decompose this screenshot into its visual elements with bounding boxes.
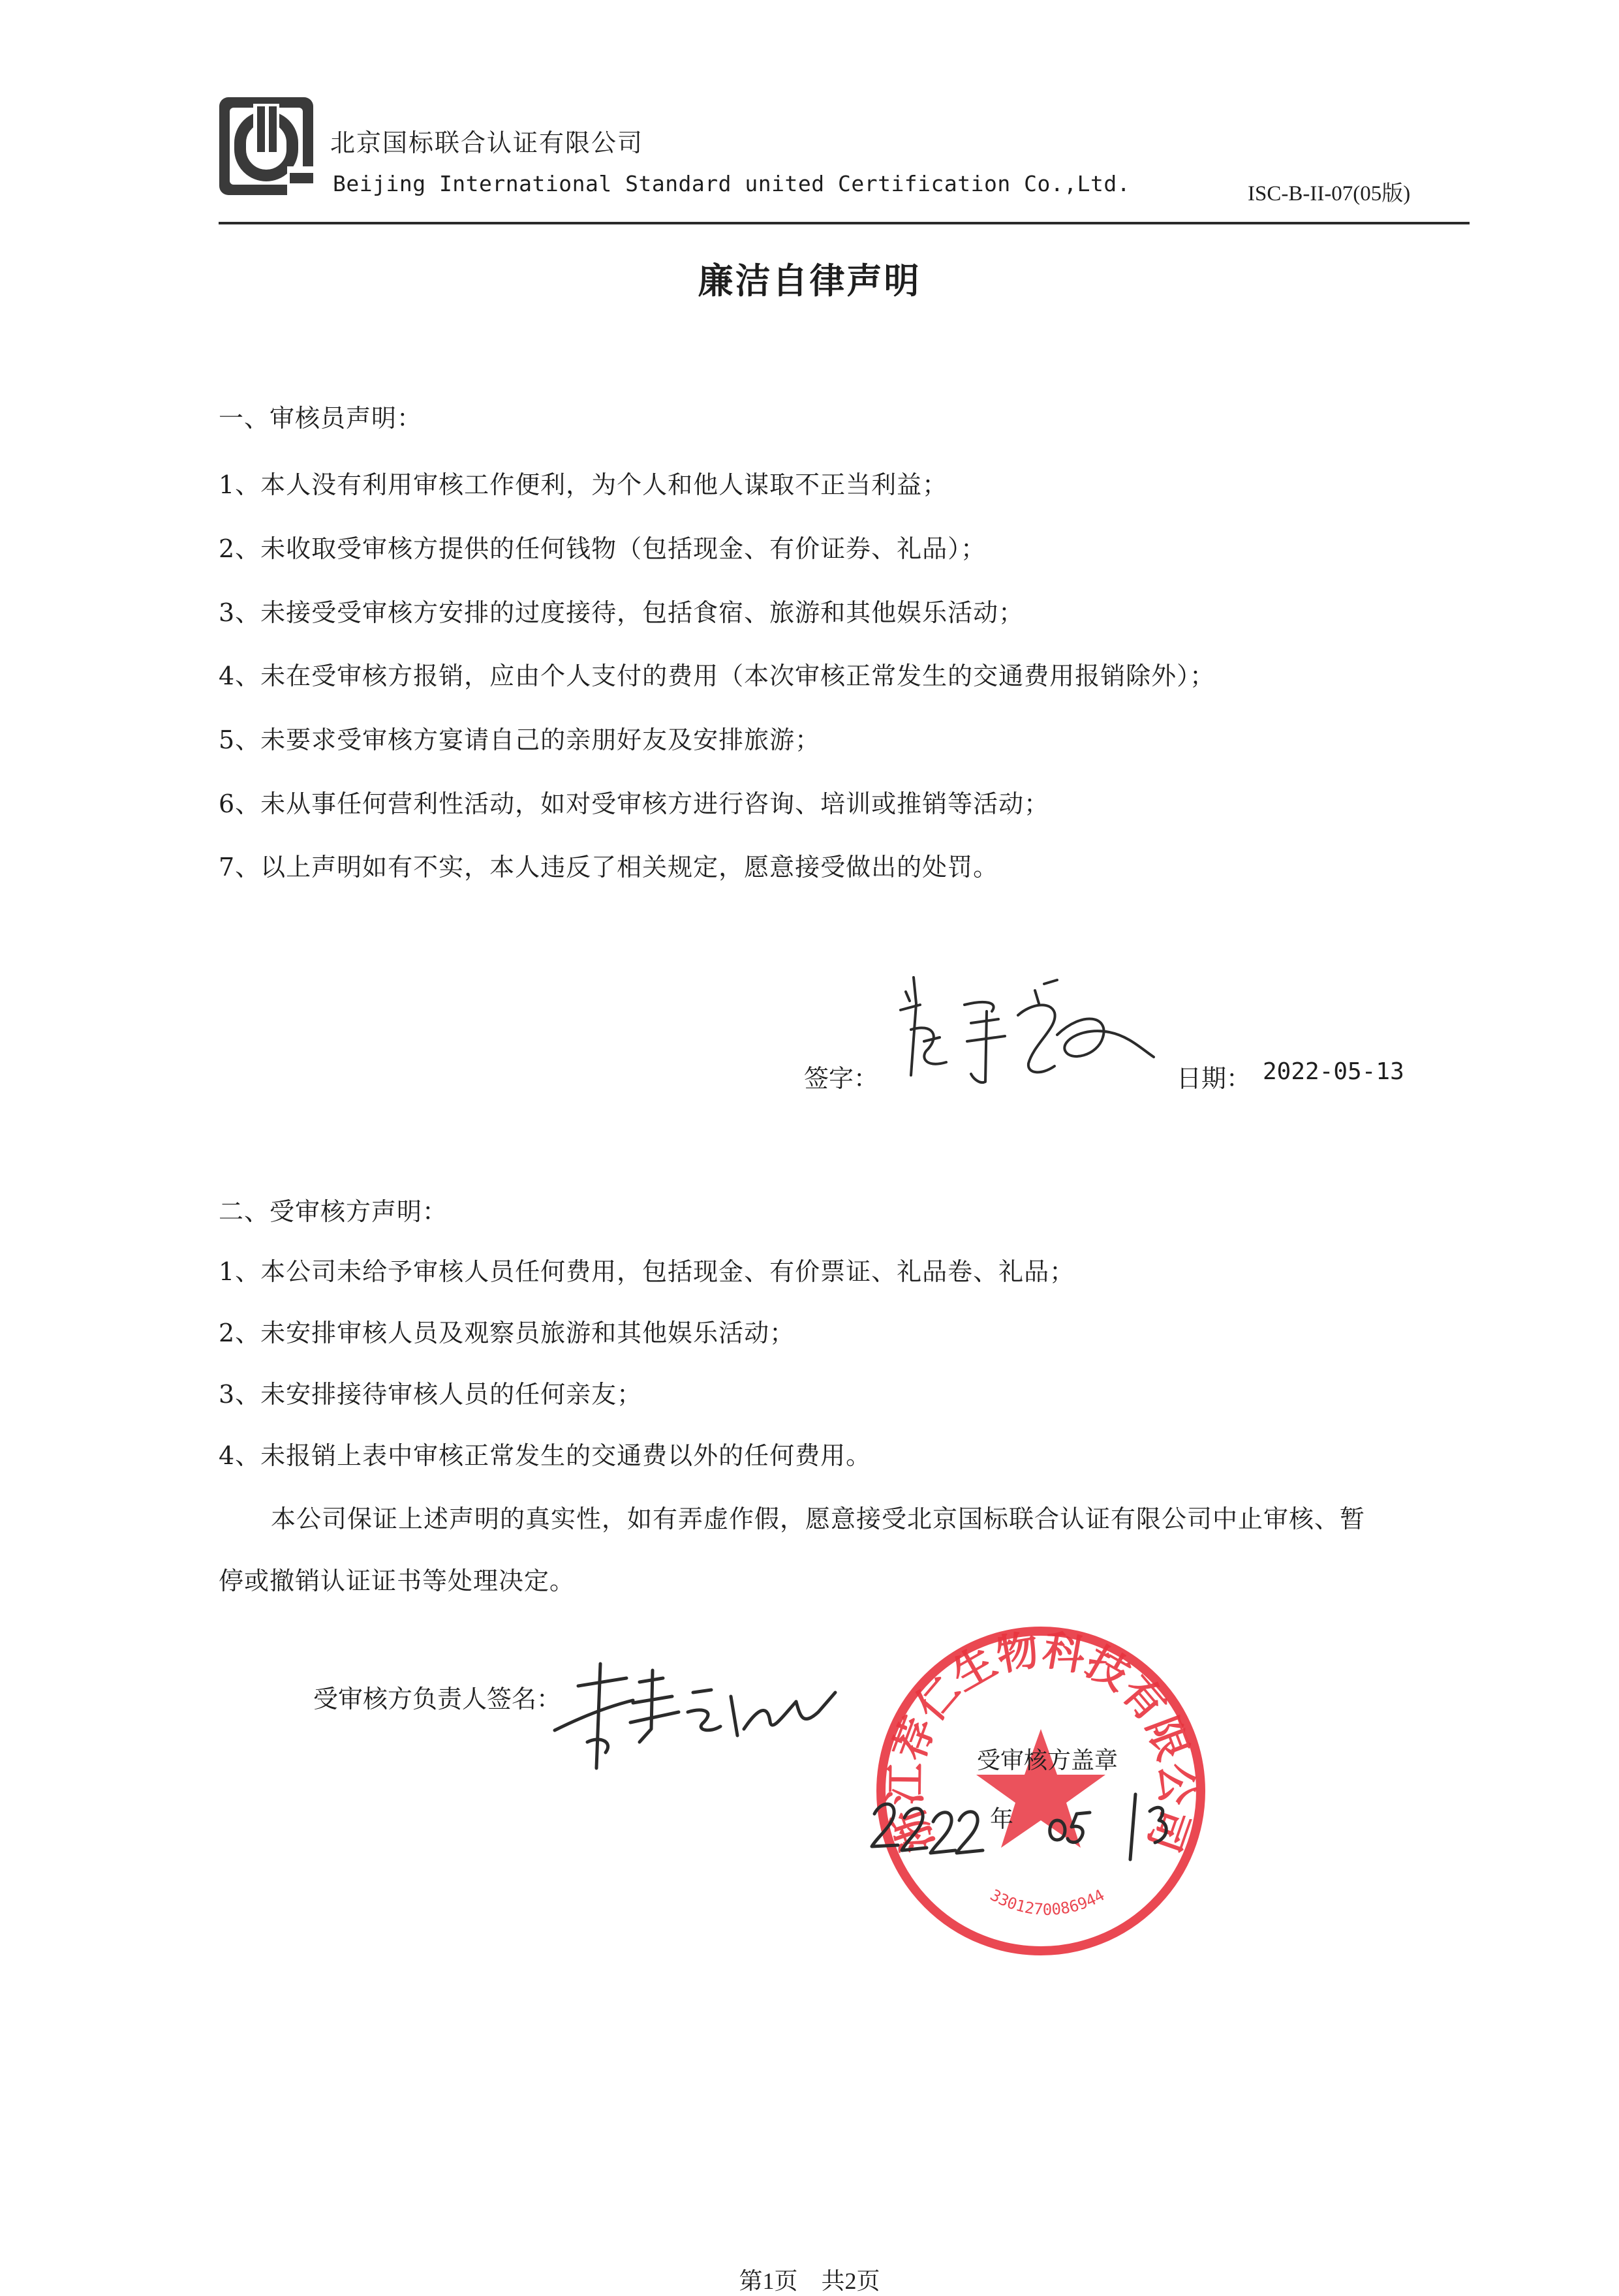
header-divider [219, 222, 1470, 224]
auditor-statement-4: 4、未在受审核方报销，应由个人支付的费用（本次审核正常发生的交通费用报销除外）； [219, 662, 1216, 690]
auditor-statement-5: 5、未要求受审核方宴请自己的亲朋好友及安排旅游； [219, 726, 821, 754]
company-name-en: Beijing International Standard united Certification Co.,Ltd. [333, 171, 1131, 196]
guarantee-paragraph-line-1: 本公司保证上述声明的真实性，如有弄虚作假，愿意接受北京国标联合认证有限公司中止审核、暂 [271, 1505, 1366, 1533]
auditor-statement-6: 6、未从事任何营利性活动，如对受审核方进行咨询、培训或推销等活动； [219, 789, 1050, 818]
auditor-date-label: 日期： [1177, 1064, 1252, 1093]
svg-text:3301270086944 [987, 1886, 1108, 1918]
auditee-handwritten-date [861, 1775, 1227, 1866]
auditee-statement-1: 1、本公司未给予审核人员任何费用，包括现金、有价票证、礼品卷、礼品； [219, 1257, 1075, 1286]
guarantee-paragraph-line-2: 停或撤销认证证书等处理决定。 [219, 1567, 576, 1595]
auditor-signature [894, 964, 1168, 1095]
document-title: 廉洁自律声明 [698, 260, 921, 301]
bisc-logo-icon [217, 95, 316, 198]
auditor-statement-7: 7、以上声明如有不实，本人违反了相关规定，愿意接受做出的处罚。 [219, 853, 999, 881]
page-number-footer: 第1页 共2页 [739, 2268, 880, 2294]
auditor-date-value: 2022-05-13 [1263, 1058, 1404, 1085]
seal-company-name: 浙江荐仁生物科技有限公司 [882, 1626, 1200, 1858]
auditor-statement-3: 3、未接受受审核方安排的过度接待，包括食宿、旅游和其他娱乐活动； [219, 598, 1025, 627]
document-code: ISC-B-II-07(05版) [1248, 182, 1411, 206]
auditor-statement-2: 2、未收取受审核方提供的任何钱物（包括现金、有价证券、礼品）； [219, 534, 987, 563]
auditee-leader-signature-label: 受审核方负责人签名： [313, 1685, 562, 1713]
auditee-section-heading: 二、受审核方声明： [219, 1197, 448, 1226]
auditee-statement-2: 2、未安排审核人员及观察员旅游和其他娱乐活动； [219, 1319, 795, 1347]
auditee-statement-4: 4、未报销上表中审核正常发生的交通费以外的任何费用。 [219, 1441, 872, 1470]
auditee-stamp-label: 受审核方盖章 [977, 1747, 1118, 1774]
year-label: 年 [990, 1806, 1014, 1833]
auditee-leader-signature [542, 1644, 842, 1775]
seal-registration-number: 3301270086944 [987, 1886, 1108, 1919]
auditor-section-heading: 一、审核员声明： [219, 404, 423, 433]
company-name-cn: 北京国标联合认证有限公司 [330, 129, 644, 157]
auditee-statement-3: 3、未安排接待审核人员的任何亲友； [219, 1380, 643, 1409]
auditor-statement-1: 1、本人没有利用审核工作便利，为个人和他人谋取不正当利益； [219, 470, 948, 499]
auditor-signature-label: 签字： [804, 1064, 879, 1093]
